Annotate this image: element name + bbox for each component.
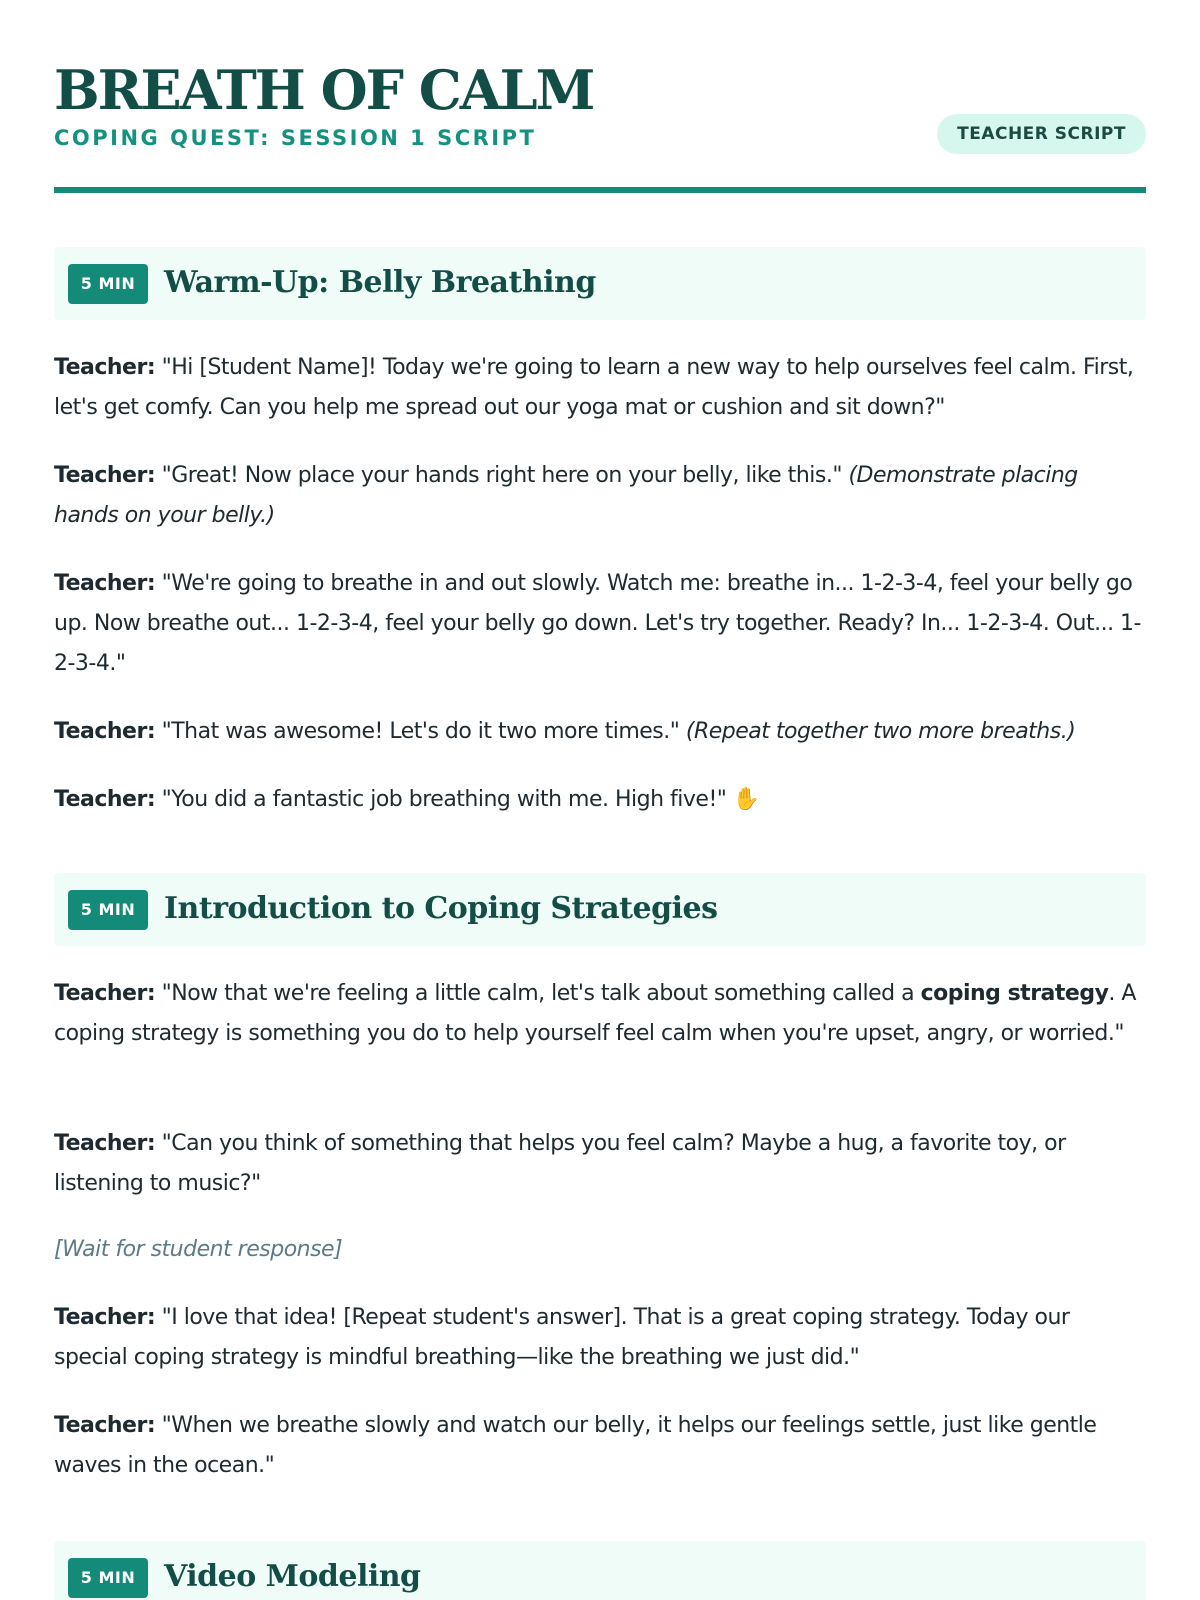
dialogue-text: "Hi [Student Name]! Today we're going to learn a new way to help ourselves feel calm. First, let's get comfy. Can you help me spread out our yoga mat or cushion and sit down?" (54, 355, 1134, 420)
script-line (54, 712, 1146, 752)
stage-direction: (Repeat together two more breaths.) (685, 719, 1076, 744)
stage-direction: (Demonstrate placing hands on your belly.) (54, 463, 1078, 528)
header (54, 58, 1146, 178)
section-title: Warm-Up: Belly Breathing (164, 265, 596, 300)
speaker-label: Teacher: (54, 355, 156, 380)
dialogue-text: "Now that we're feeling a little calm, let's talk about something called a (155, 981, 921, 1006)
key-term: coping strategy (920, 981, 1109, 1006)
dialogue-text: "I love that idea! [Repeat student's answer]. That is a great coping strategy. Today our special coping strategy is mindful breathing—like the breathing we just did." (54, 1305, 1070, 1370)
script-line (54, 1406, 1146, 1486)
section-header-video-modeling (54, 1541, 1146, 1600)
section-header-warm-up (54, 247, 1146, 320)
time-badge: 5 MIN (68, 1558, 148, 1598)
script-line (54, 1298, 1146, 1378)
dialogue-text: . A coping strategy is something you do to help yourself feel calm when you're upset, angry, or worried." (54, 981, 1136, 1046)
time-badge: 5 MIN (68, 264, 148, 304)
dialogue-text: "Can you think of something that helps you feel calm? Maybe a hug, a favorite toy, or listening to music?" (54, 1131, 1066, 1196)
script-line (54, 780, 1146, 820)
script-line (54, 974, 1146, 1054)
speaker-label: Teacher: (54, 1131, 156, 1156)
script-line (54, 1124, 1146, 1204)
speaker-label: Teacher: (54, 787, 156, 812)
page-title: BREATH OF CALM (54, 58, 594, 122)
time-badge: 5 MIN (68, 890, 148, 930)
dialogue-text: "We're going to breathe in and out slowly. Watch me: breathe in... 1-2-3-4, feel your belly go up. Now breathe out... 1-2-3-4, feel your belly go down. Let's try together. Ready? In... 1-2-3-4. Out... 1-2-3-4." (54, 571, 1141, 676)
speaker-label: Teacher: (54, 1305, 156, 1330)
section-title: Introduction to Coping Strategies (164, 891, 718, 926)
dialogue-text: "That was awesome! Let's do it two more times." (155, 719, 686, 744)
dialogue-text: "When we breathe slowly and watch our belly, it helps our feelings settle, just like gentle waves in the ocean." (54, 1413, 1097, 1478)
teacher-script-badge: TEACHER SCRIPT (937, 114, 1146, 154)
header-divider (54, 187, 1146, 193)
speaker-label: Teacher: (54, 1413, 156, 1438)
speaker-label: Teacher: (54, 571, 156, 596)
wait-instruction: [Wait for student response] (54, 1237, 343, 1262)
speaker-label: Teacher: (54, 719, 156, 744)
section-title: Video Modeling (164, 1559, 421, 1594)
dialogue-text: "Great! Now place your hands right here on your belly, like this." (155, 463, 849, 488)
speaker-label: Teacher: (54, 463, 156, 488)
speaker-label: Teacher: (54, 981, 156, 1006)
section-header-coping-strategies (54, 873, 1146, 946)
script-line (54, 564, 1146, 684)
page-subtitle: COPING QUEST: SESSION 1 SCRIPT (54, 126, 537, 150)
script-line (54, 348, 1146, 428)
dialogue-text: "You did a fantastic job breathing with me. High five!" ✋ (155, 787, 760, 812)
script-line (54, 456, 1146, 536)
